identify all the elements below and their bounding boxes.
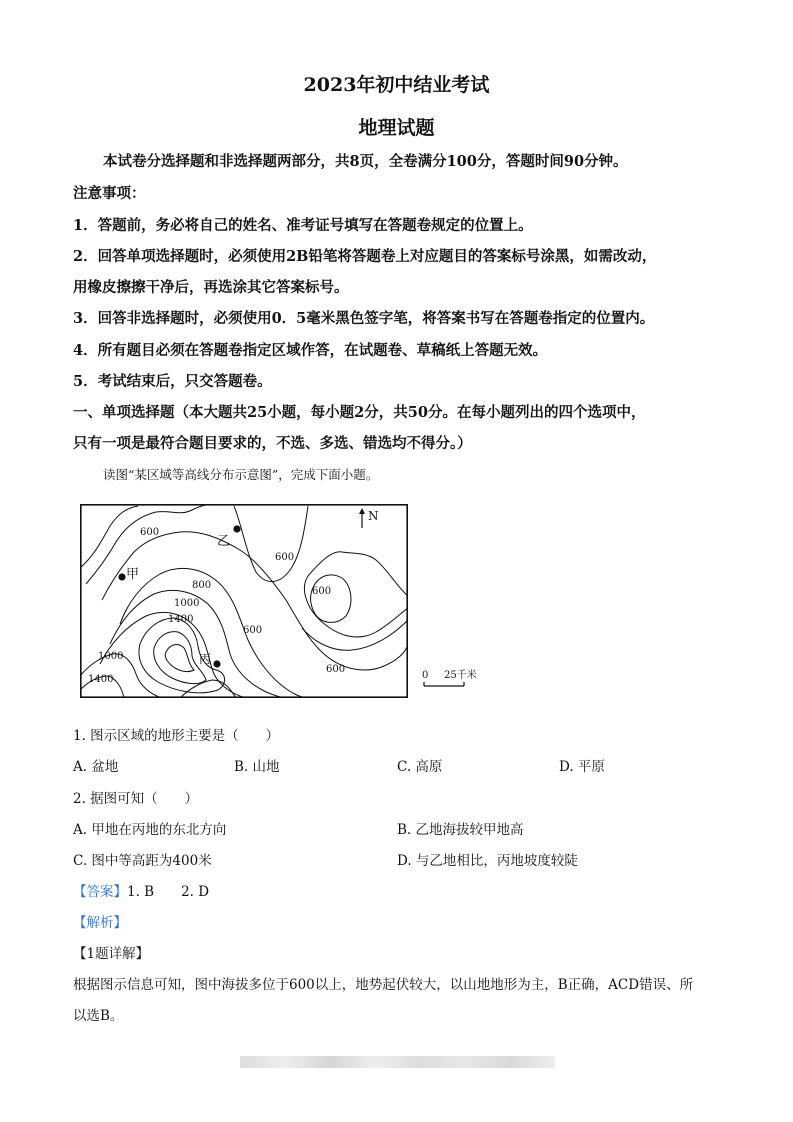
point-bing bbox=[213, 660, 220, 667]
section-heading-cont: 只有一项是最符合题目要求的，不选、多选、错选均不得分。） bbox=[73, 435, 472, 452]
scale-zero: 0 bbox=[422, 670, 429, 681]
answer-text: 1. B 2. D bbox=[127, 884, 210, 900]
question-1-stem: 1. 图示区域的地形主要是（ ） bbox=[73, 728, 280, 744]
point-yi bbox=[233, 525, 240, 532]
contour-label: 800 bbox=[192, 580, 212, 591]
notice-item: 3．回答非选择题时，必须使用0．5毫米黑色签字笔，将答案书写在答题卷指定的位置内。 bbox=[73, 310, 655, 327]
detail-tag: 【1题详解】 bbox=[73, 946, 150, 962]
blurred-footer-watermark bbox=[240, 1056, 555, 1068]
contour-label: 600 bbox=[243, 625, 263, 636]
exam-title: 2023年初中结业考试 bbox=[303, 74, 490, 96]
place-label-jia: 甲 bbox=[126, 567, 140, 582]
question-2-stem: 2. 据图可知（ ） bbox=[73, 791, 199, 807]
notice-item: 2．回答单项选择题时，必须使用2B铅笔将答题卷上对应题目的答案标号涂黑，如需改动， bbox=[73, 248, 657, 265]
q2-option-a[interactable]: A. 甲地在丙地的东北方向 bbox=[73, 822, 227, 838]
q2-option-c[interactable]: C. 图中等高距为400米 bbox=[73, 853, 212, 869]
intro-text: 本试卷分选择题和非选择题两部分，共8页，全卷满分100分，答题时间90分钟。 bbox=[103, 153, 628, 170]
contour-label: 1000 bbox=[98, 651, 124, 662]
contour-label: 600 bbox=[326, 664, 346, 675]
scale-distance: 25千米 bbox=[444, 670, 477, 681]
q1-option-a[interactable]: A. 盆地 bbox=[73, 759, 119, 775]
analysis-tag: 【解析】 bbox=[73, 915, 127, 931]
place-label-yi: 乙 bbox=[217, 534, 231, 549]
q1-option-b[interactable]: B. 山地 bbox=[234, 759, 280, 775]
answer-tag: 【答案】 bbox=[73, 884, 127, 900]
contour-label: 1400 bbox=[88, 674, 114, 685]
section-heading: 一、单项选择题（本大题共25小题，每小题2分，共50分。在每小题列出的四个选项中， bbox=[73, 404, 646, 421]
contour-label: 600 bbox=[275, 552, 295, 563]
contour-label: 1000 bbox=[174, 598, 200, 609]
contour-label: 1400 bbox=[168, 614, 194, 625]
q1-option-d[interactable]: D. 平原 bbox=[559, 759, 605, 775]
notice-item: 1．答题前，务必将自己的姓名、准考证号填写在答题卷规定的位置上。 bbox=[73, 217, 533, 234]
north-label: N bbox=[368, 509, 379, 523]
subject-title: 地理试题 bbox=[358, 117, 435, 139]
q2-option-b[interactable]: B. 乙地海拔较甲地高 bbox=[397, 822, 524, 838]
scale-bar bbox=[420, 668, 500, 692]
map-instruction: 读图“某区域等高线分布示意图”，完成下面小题。 bbox=[103, 467, 379, 482]
place-label-bing: 丙 bbox=[199, 652, 212, 666]
notice-item: 用橡皮擦擦干净后，再选涂其它答案标号。 bbox=[73, 279, 349, 296]
q2-option-d[interactable]: D. 与乙地相比，丙地坡度较陡 bbox=[397, 853, 578, 869]
contour-map bbox=[80, 504, 408, 698]
notice-item: 4．所有题目必须在答题卷指定区域作答，在试题卷、草稿纸上答题无效。 bbox=[73, 342, 548, 359]
explanation-line-1: 根据图示信息可知，图中海拔多位于600以上，地势起伏较大，以山地地形为主，B正确，ACD错误、所 bbox=[73, 977, 694, 993]
answer-line bbox=[73, 880, 209, 900]
notice-heading: 注意事项： bbox=[73, 185, 146, 202]
q1-option-c[interactable]: C. 高原 bbox=[397, 759, 443, 775]
point-jia bbox=[118, 573, 125, 580]
notice-item: 5．考试结束后，只交答题卷。 bbox=[73, 373, 272, 390]
contour-label: 600 bbox=[312, 586, 332, 597]
contour-label: 600 bbox=[140, 527, 160, 538]
explanation-line-2: 以选B。 bbox=[73, 1008, 124, 1024]
